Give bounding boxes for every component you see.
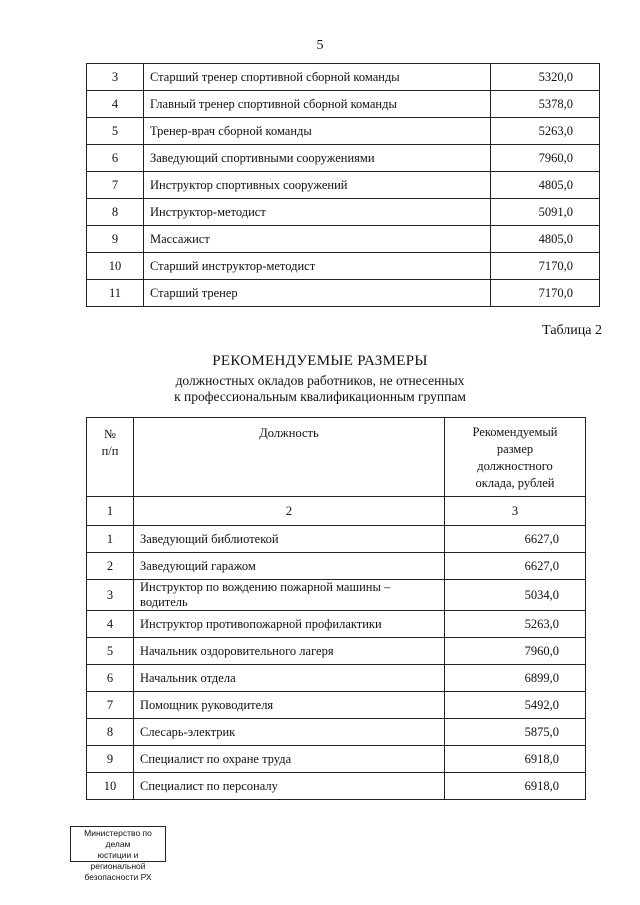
position-cell: Начальник отдела bbox=[134, 665, 445, 692]
section-subtitle-line1: должностных окладов работников, не отнесенных bbox=[175, 373, 465, 388]
salary-cell: 5875,0 bbox=[445, 719, 586, 746]
column-number: 3 bbox=[445, 497, 586, 526]
table-row bbox=[87, 719, 586, 746]
header-salary-line4: оклада, рублей bbox=[475, 476, 555, 490]
table-row bbox=[87, 91, 600, 118]
position-cell: Инструктор спортивных сооружений bbox=[144, 172, 491, 199]
column-number: 1 bbox=[87, 497, 134, 526]
section-subtitle-line2: к профессиональным квалификационным группам bbox=[174, 389, 466, 404]
table-row bbox=[87, 199, 600, 226]
position-cell: Заведующий гаражом bbox=[134, 553, 445, 580]
table-row bbox=[87, 746, 586, 773]
table-row bbox=[87, 253, 600, 280]
table-caption: Таблица 2 bbox=[542, 323, 602, 338]
header-number bbox=[87, 418, 134, 497]
salary-table-continued bbox=[86, 63, 600, 307]
salary-cell: 7170,0 bbox=[491, 253, 600, 280]
header-salary-line2: размер bbox=[496, 442, 534, 456]
position-cell: Инструктор по вождению пожарной машины – водитель bbox=[134, 580, 445, 611]
row-number: 7 bbox=[87, 172, 144, 199]
salary-cell: 5034,0 bbox=[445, 580, 586, 611]
position-cell: Специалист по охране труда bbox=[134, 746, 445, 773]
salary-cell: 6918,0 bbox=[445, 773, 586, 800]
table-row bbox=[87, 692, 586, 719]
position-cell: Заведующий библиотекой bbox=[134, 526, 445, 553]
header-number-line1: № bbox=[104, 427, 116, 441]
table-row bbox=[87, 611, 586, 638]
position-cell: Инструктор противопожарной профилактики bbox=[134, 611, 445, 638]
position-cell: Тренер-врач сборной команды bbox=[144, 118, 491, 145]
position-cell: Старший инструктор-методист bbox=[144, 253, 491, 280]
table-row bbox=[87, 64, 600, 91]
header-salary bbox=[445, 418, 586, 497]
salary-cell: 5320,0 bbox=[491, 64, 600, 91]
salary-cell: 7960,0 bbox=[491, 145, 600, 172]
position-cell: Помощник руководителя bbox=[134, 692, 445, 719]
salary-cell: 5263,0 bbox=[445, 611, 586, 638]
page-number: 5 bbox=[316, 38, 324, 53]
salary-cell: 6627,0 bbox=[445, 526, 586, 553]
row-number: 9 bbox=[87, 226, 144, 253]
salary-cell: 7170,0 bbox=[491, 280, 600, 307]
header-number-line2: п/п bbox=[101, 444, 119, 458]
table-row bbox=[87, 280, 600, 307]
row-number: 8 bbox=[87, 719, 134, 746]
row-number: 5 bbox=[87, 638, 134, 665]
row-number: 2 bbox=[87, 553, 134, 580]
row-number: 10 bbox=[87, 773, 134, 800]
row-number: 10 bbox=[87, 253, 144, 280]
table-header-row bbox=[87, 418, 586, 497]
row-number: 9 bbox=[87, 746, 134, 773]
row-number: 11 bbox=[87, 280, 144, 307]
position-cell: Слесарь-электрик bbox=[134, 719, 445, 746]
table-row bbox=[87, 665, 586, 692]
header-salary-line3: должностного bbox=[477, 459, 553, 473]
table-row bbox=[87, 638, 586, 665]
column-number-row bbox=[87, 497, 586, 526]
table-row bbox=[87, 118, 600, 145]
stamp-line3: безопасности РХ bbox=[84, 872, 152, 882]
position-cell: Старший тренер спортивной сборной команды bbox=[144, 64, 491, 91]
salary-cell: 5263,0 bbox=[491, 118, 600, 145]
salary-cell: 6918,0 bbox=[445, 746, 586, 773]
salary-cell: 6627,0 bbox=[445, 553, 586, 580]
salary-cell: 5378,0 bbox=[491, 91, 600, 118]
salary-cell: 6899,0 bbox=[445, 665, 586, 692]
table-row bbox=[87, 553, 586, 580]
header-position: Должность bbox=[134, 418, 445, 497]
table-row bbox=[87, 145, 600, 172]
row-number: 3 bbox=[87, 580, 134, 611]
row-number: 6 bbox=[87, 665, 134, 692]
stamp-line2: юстиции и региональной bbox=[90, 850, 146, 871]
stamp-line1: Министерство по делам bbox=[84, 828, 152, 849]
position-cell: Главный тренер спортивной сборной команды bbox=[144, 91, 491, 118]
row-number: 5 bbox=[87, 118, 144, 145]
row-number: 3 bbox=[87, 64, 144, 91]
position-cell: Заведующий спортивными сооружениями bbox=[144, 145, 491, 172]
table-row bbox=[87, 580, 586, 611]
row-number: 6 bbox=[87, 145, 144, 172]
table-row bbox=[87, 526, 586, 553]
position-cell: Начальник оздоровительного лагеря bbox=[134, 638, 445, 665]
position-cell: Массажист bbox=[144, 226, 491, 253]
salary-cell: 5492,0 bbox=[445, 692, 586, 719]
position-cell: Старший тренер bbox=[144, 280, 491, 307]
row-number: 8 bbox=[87, 199, 144, 226]
table-row bbox=[87, 226, 600, 253]
section-title: РЕКОМЕНДУЕМЫЕ РАЗМЕРЫ bbox=[212, 353, 428, 369]
position-cell: Специалист по персоналу bbox=[134, 773, 445, 800]
ministry-stamp bbox=[70, 826, 166, 882]
header-salary-line1: Рекомендуемый bbox=[472, 425, 558, 439]
salary-cell: 5091,0 bbox=[491, 199, 600, 226]
row-number: 7 bbox=[87, 692, 134, 719]
recommended-salary-table bbox=[86, 417, 586, 800]
column-number: 2 bbox=[134, 497, 445, 526]
salary-cell: 7960,0 bbox=[445, 638, 586, 665]
row-number: 1 bbox=[87, 526, 134, 553]
table-row bbox=[87, 773, 586, 800]
position-cell: Инструктор-методист bbox=[144, 199, 491, 226]
salary-cell: 4805,0 bbox=[491, 172, 600, 199]
row-number: 4 bbox=[87, 91, 144, 118]
salary-cell: 4805,0 bbox=[491, 226, 600, 253]
table-row bbox=[87, 172, 600, 199]
row-number: 4 bbox=[87, 611, 134, 638]
